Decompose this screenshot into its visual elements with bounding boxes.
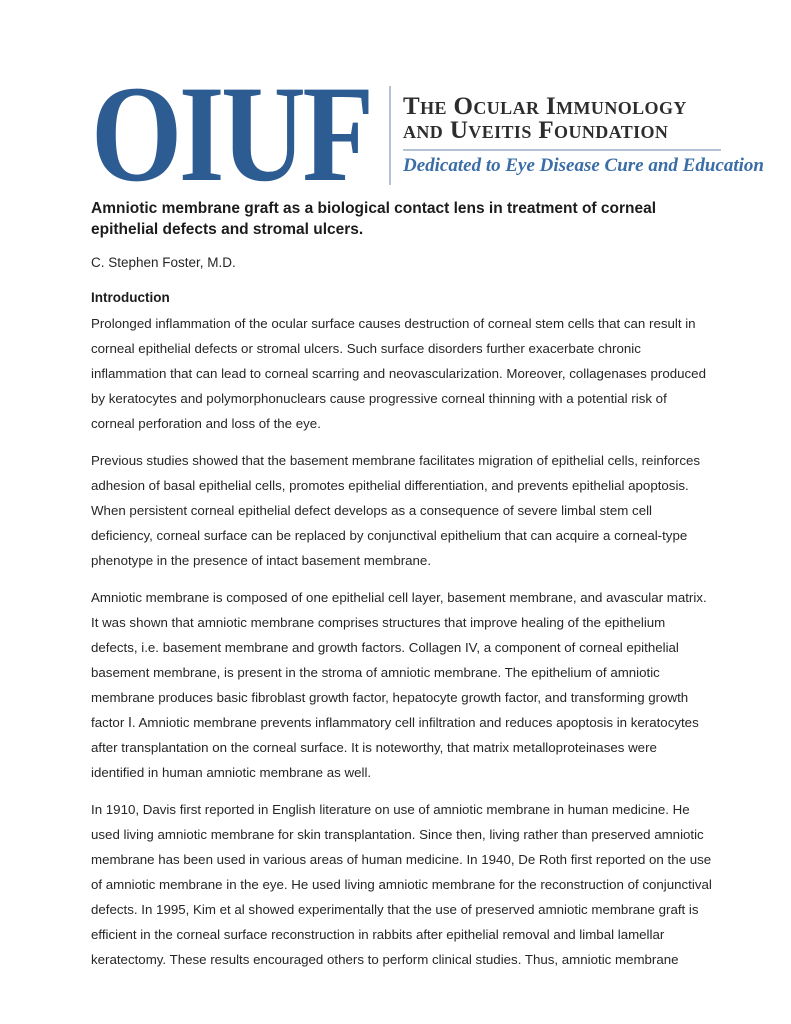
article-body (91, 198, 721, 972)
oiuf-logo-acronym: OIUF (91, 57, 371, 210)
article-title: Amniotic membrane graft as a biological contact lens in treatment of corneal epithelial defects and stromal ulcers. (91, 200, 657, 238)
paragraph-2: Previous studies showed that the basement membrane facilitates migration of epithelial cells, reinforces adhesion of basal epithelial cells, promotes epithelial differentiation, and prevents epithelial apoptosis. When persistent corneal epithelial defect develops as a consequence of severe limbal stem cell deficiency, corneal surface can be replaced by conjunctival epithelium that can acquire a corneal-type phenotype in the presence of intact basement membrane. (91, 453, 701, 568)
organization-name-line1: The Ocular Immunology (403, 92, 687, 120)
organization-tagline: Dedicated to Eye Disease Cure and Education (403, 154, 764, 176)
paragraph-1: Prolonged inflammation of the ocular surface causes destruction of corneal stem cells that can result in corneal epithelial defects or stromal ulcers. Such surface disorders further exacerbate chronic inflammation that can lead to corneal scarring and neovascularization. Moreover, collagenases produced by keratocytes and polymorphonuclears cause progressive corneal thinning with a potential risk of corneal perforation and loss of the eye. (91, 316, 706, 431)
logo-vertical-divider (389, 86, 391, 185)
logo-text-block (403, 84, 764, 185)
paragraph-4: In 1910, Davis first reported in English literature on use of amniotic membrane in human medicine. He used living amniotic membrane for skin transplantation. Since then, living rather than preserved amniotic membrane has been used in various areas of human medicine. In 1940, De Roth first reported on the use of amniotic membrane in the eye. He used living amniotic membrane for the reconstruction of conjunctival defects. In 1995, Kim et al showed experimentally that the use of preserved amniotic membrane graft is efficient in the corneal surface reconstruction in rabbits after epithelial removal and limbal lamellar keratectomy. These results encouraged others to perform clinical studies. Thus, amniotic membrane (91, 802, 712, 967)
article-author: C. Stephen Foster, M.D. (91, 255, 236, 270)
oiuf-logo (91, 57, 764, 210)
organization-name-line2: and Uveitis Foundation (403, 116, 669, 144)
section-heading-introduction: Introduction (91, 290, 170, 305)
tagline-divider (403, 149, 721, 151)
paragraph-3: Amniotic membrane is composed of one epithelial cell layer, basement membrane, and avascular matrix. It was shown that amniotic membrane comprises structures that improve healing of the epithelium defects, i.e. basement membrane and growth factors. Collagen IV, a component of corneal epithelial basement membrane, is present in the stroma of amniotic membrane. The epithelium of amniotic membrane produces basic fibroblast growth factor, hepatocyte growth factor, and transforming growth factor Ⅰ. Amniotic membrane prevents inflammatory cell infiltration and reduces apoptosis in keratocytes after transplantation on the corneal surface. It is noteworthy, that matrix metalloproteinases were identified in human amniotic membrane as well. (91, 590, 707, 780)
